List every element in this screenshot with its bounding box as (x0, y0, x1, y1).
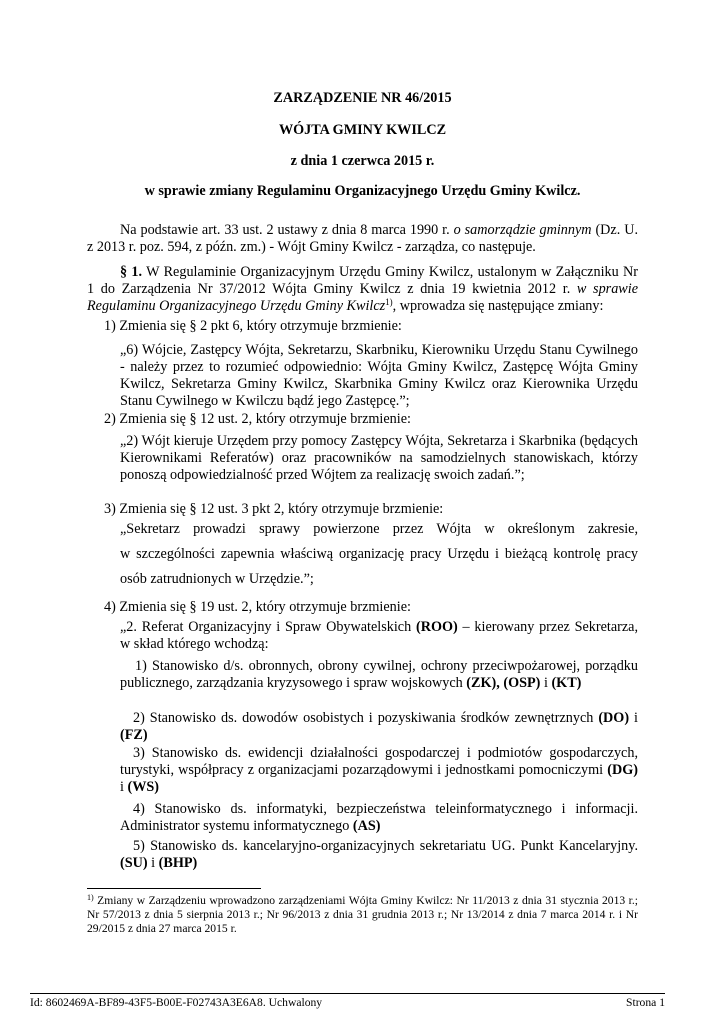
position-2: 2) Stanowisko ds. dowodów osobistych i pozyskiwania środków zewnętrznych (DO) i (FZ) (120, 710, 638, 743)
section-number: § 1. (120, 264, 143, 280)
regulation-name: w sprawie Regulaminu Organizacyjnego Urzędu Gminy Kwilcz (87, 281, 638, 314)
change-3-quote-line-3: osób zatrudnionych w Urzędzie.”; (120, 571, 314, 587)
document-date: z dnia 1 czerwca 2015 r. (290, 153, 435, 169)
position-1: 1) Stanowisko d/s. obronnych, obrony cywilnej, ochrony przeciwpożarowej, porządku publicznego, zarządzania kryzysowego i spraw wojskowych (ZK), (OSP) i (KT) (120, 658, 638, 691)
footnote: $^{1)}$ Zmiany w Zarządzeniu wprowadzono zarządzeniami Wójta Gminy Kwilcz: Nr 11/2013 z dnia 31 stycznia 2013 r.; Nr 57/2013 z dnia 5 sierpnia 2013 r.; Nr 96/2013 z dnia 31 grudnia 2013 r.; Nr 13/2014 z dnia 7 marca 2014 r. i Nr 29/2015 z dnia 27 marca 2015 r. (87, 893, 638, 935)
position-3: 3) Stanowisko ds. ewidencji działalności gospodarczej i podmiotów gospodarczych, turystyki, współpracy z organizacjami pozarządowymi i jednostkami pomocniczymi (DG) i (WS) (120, 745, 638, 795)
law-name: o samorządzie gminnym (453, 222, 592, 238)
footer-document-id: Id: 8602469A-BF89-43F5-B00E-F02743A3E6A8. Uchwalony (30, 996, 323, 1009)
document-authority: WÓJTA GMINY KWILCZ (278, 122, 447, 138)
document-title: ZARZĄDZENIE NR 46/2015 (273, 90, 452, 106)
change-3-quote-line-1: „Sekretarz prowadzi sprawy powierzone przez Wójta w określonym zakresie, (120, 521, 638, 537)
footer-page-number: Strona 1 (626, 996, 665, 1009)
change-3-quote-line-2: w szczególności zapewnia właściwą organizację pracy Urzędu i bieżącą kontrolę pracy (120, 546, 638, 562)
footnote-separator (87, 888, 261, 889)
footnote-marker: 1) (87, 893, 94, 902)
document-subject: w sprawie zmiany Regulaminu Organizacyjnego Urzędu Gminy Kwilcz. (144, 183, 581, 199)
change-4-referat: „2. Referat Organizacyjny i Spraw Obywatelskich (ROO) – kierowany przez Sekretarza, w skład którego wchodzą: (120, 619, 638, 652)
change-1-quote: „6) Wójcie, Zastępcy Wójta, Sekretarzu, Skarbniku, Kierowniku Urzędu Stanu Cywilnego - należy przez to rozumieć odpowiednio: Wójta Gminy Kwilcz, Zastępcę Wójta Gminy Kwilcz, Sekretarza Gminy Kwilcz, Skarbnika Gminy Kwilcz oraz Kierownika Urzędu Stanu Cywilnego w Kwilczu bądź jego Zastępcę.”; (120, 342, 638, 409)
preamble: Na podstawie art. 33 ust. 2 ustawy z dnia 8 marca 1990 r. o samorządzie gminnym (Dz. U. z 2013 r. poz. 594, z późn. zm.) - Wójt Gminy Kwilcz - zarządza, co następuje. (87, 222, 638, 255)
change-4-intro: 4) Zmienia się § 19 ust. 2, który otrzymuje brzmienie: (104, 599, 411, 615)
change-2-intro: 2) Zmienia się § 12 ust. 2, który otrzymuje brzmienie: (104, 411, 411, 427)
position-4: 4) Stanowisko ds. informatyki, bezpieczeństwa teleinformatycznego i informacji. Administrator systemu informatycznego (AS) (120, 801, 638, 834)
section-1: § 1. W Regulaminie Organizacyjnym Urzędu Gminy Kwilcz, ustalonym w Załączniku Nr 1 do Zarządzenia Nr 37/2012 Wójta Gminy Kwilcz z dnia 19 kwietnia 2012 r. w sprawie Regulaminu Organizacyjnego Urzędu Gminy Kwilcz$^{1)}$, wprowadza się następujące zmiany: (87, 264, 638, 314)
change-3-intro: 3) Zmienia się § 12 ust. 3 pkt 2, który otrzymuje brzmienie: (104, 501, 444, 517)
referat-code: (ROO) (415, 619, 458, 635)
change-1-intro: 1) Zmienia się § 2 pkt 6, który otrzymuje brzmienie: (104, 318, 402, 334)
footer-separator (30, 993, 665, 994)
change-2-quote: „2) Wójt kieruje Urzędem przy pomocy Zastępcy Wójta, Sekretarza i Skarbnika (będących Kierownikami Referatów) oraz pracowników na samodzielnych stanowiskach, którzy ponoszą odpowiedzialność przed Wójtem za realizację swoich zadań.”; (120, 433, 638, 483)
position-5: 5) Stanowisko ds. kancelaryjno-organizacyjnych sekretariatu UG. Punkt Kancelaryjny. (SU) i (BHP) (120, 838, 638, 871)
footnote-ref: 1) (385, 297, 393, 307)
